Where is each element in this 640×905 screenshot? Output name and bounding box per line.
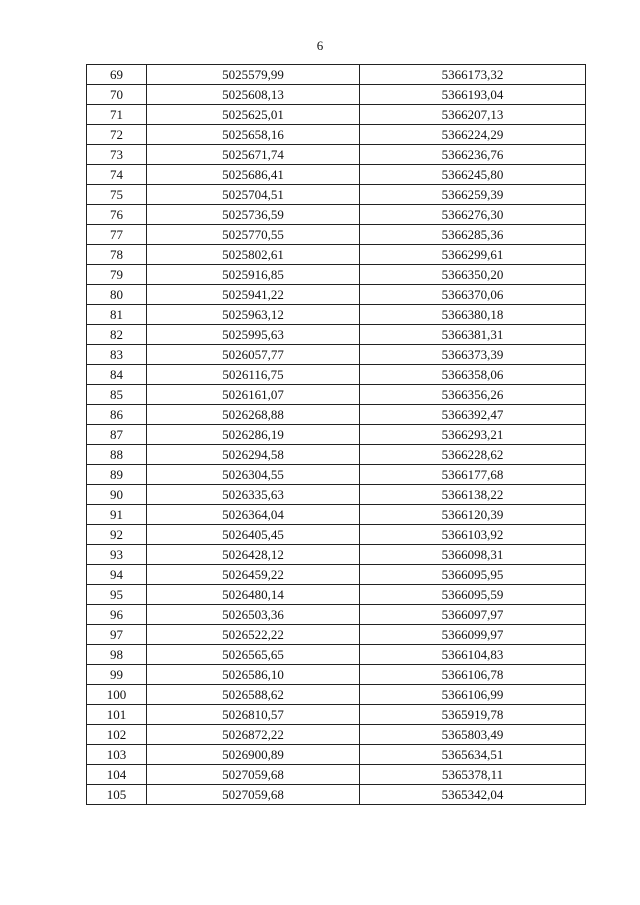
x-coordinate-cell: 5026503,36: [147, 605, 360, 625]
x-coordinate-cell: 5026565,65: [147, 645, 360, 665]
x-coordinate-cell: 5026459,22: [147, 565, 360, 585]
y-coordinate-cell: 5366381,31: [360, 325, 586, 345]
table-row: [87, 545, 586, 565]
coordinates-table: [86, 64, 586, 805]
y-coordinate-cell: 5366106,78: [360, 665, 586, 685]
point-number-cell: 89: [87, 465, 147, 485]
point-number-cell: 81: [87, 305, 147, 325]
point-number-cell: 101: [87, 705, 147, 725]
coordinates-table-body: [87, 65, 586, 805]
x-coordinate-cell: 5025579,99: [147, 65, 360, 85]
table-row: [87, 425, 586, 445]
table-row: [87, 745, 586, 765]
x-coordinate-cell: 5026294,58: [147, 445, 360, 465]
point-number-cell: 103: [87, 745, 147, 765]
y-coordinate-cell: 5366138,22: [360, 485, 586, 505]
y-coordinate-cell: 5365803,49: [360, 725, 586, 745]
x-coordinate-cell: 5026586,10: [147, 665, 360, 685]
x-coordinate-cell: 5026900,89: [147, 745, 360, 765]
point-number-cell: 98: [87, 645, 147, 665]
table-row: [87, 485, 586, 505]
point-number-cell: 69: [87, 65, 147, 85]
table-row: [87, 525, 586, 545]
table-row: [87, 285, 586, 305]
table-row: [87, 705, 586, 725]
y-coordinate-cell: 5366259,39: [360, 185, 586, 205]
table-row: [87, 165, 586, 185]
table-row: [87, 125, 586, 145]
x-coordinate-cell: 5025658,16: [147, 125, 360, 145]
y-coordinate-cell: 5366245,80: [360, 165, 586, 185]
y-coordinate-cell: 5366228,62: [360, 445, 586, 465]
table-row: [87, 565, 586, 585]
table-row: [87, 185, 586, 205]
x-coordinate-cell: 5026480,14: [147, 585, 360, 605]
table-row: [87, 465, 586, 485]
y-coordinate-cell: 5366120,39: [360, 505, 586, 525]
table-row: [87, 265, 586, 285]
table-row: [87, 205, 586, 225]
table-row: [87, 445, 586, 465]
y-coordinate-cell: 5366106,99: [360, 685, 586, 705]
y-coordinate-cell: 5366177,68: [360, 465, 586, 485]
x-coordinate-cell: 5026810,57: [147, 705, 360, 725]
table-row: [87, 85, 586, 105]
y-coordinate-cell: 5366193,04: [360, 85, 586, 105]
table-row: [87, 65, 586, 85]
table-row: [87, 365, 586, 385]
x-coordinate-cell: 5026872,22: [147, 725, 360, 745]
x-coordinate-cell: 5025704,51: [147, 185, 360, 205]
table-row: [87, 585, 586, 605]
x-coordinate-cell: 5026304,55: [147, 465, 360, 485]
point-number-cell: 87: [87, 425, 147, 445]
point-number-cell: 105: [87, 785, 147, 805]
table-row: [87, 145, 586, 165]
table-row: [87, 725, 586, 745]
point-number-cell: 91: [87, 505, 147, 525]
y-coordinate-cell: 5365342,04: [360, 785, 586, 805]
x-coordinate-cell: 5025608,13: [147, 85, 360, 105]
y-coordinate-cell: 5366370,06: [360, 285, 586, 305]
point-number-cell: 74: [87, 165, 147, 185]
point-number-cell: 72: [87, 125, 147, 145]
x-coordinate-cell: 5026428,12: [147, 545, 360, 565]
point-number-cell: 73: [87, 145, 147, 165]
table-row: [87, 325, 586, 345]
y-coordinate-cell: 5366356,26: [360, 385, 586, 405]
x-coordinate-cell: 5025963,12: [147, 305, 360, 325]
x-coordinate-cell: 5027059,68: [147, 765, 360, 785]
y-coordinate-cell: 5366299,61: [360, 245, 586, 265]
point-number-cell: 100: [87, 685, 147, 705]
y-coordinate-cell: 5365378,11: [360, 765, 586, 785]
y-coordinate-cell: 5366358,06: [360, 365, 586, 385]
table-row: [87, 625, 586, 645]
table-row: [87, 505, 586, 525]
x-coordinate-cell: 5025802,61: [147, 245, 360, 265]
point-number-cell: 84: [87, 365, 147, 385]
table-row: [87, 385, 586, 405]
point-number-cell: 80: [87, 285, 147, 305]
point-number-cell: 79: [87, 265, 147, 285]
x-coordinate-cell: 5026268,88: [147, 405, 360, 425]
y-coordinate-cell: 5366095,59: [360, 585, 586, 605]
point-number-cell: 95: [87, 585, 147, 605]
point-number-cell: 82: [87, 325, 147, 345]
point-number-cell: 102: [87, 725, 147, 745]
x-coordinate-cell: 5026405,45: [147, 525, 360, 545]
y-coordinate-cell: 5366099,97: [360, 625, 586, 645]
point-number-cell: 85: [87, 385, 147, 405]
point-number-cell: 93: [87, 545, 147, 565]
x-coordinate-cell: 5027059,68: [147, 785, 360, 805]
y-coordinate-cell: 5366104,83: [360, 645, 586, 665]
y-coordinate-cell: 5366350,20: [360, 265, 586, 285]
y-coordinate-cell: 5366103,92: [360, 525, 586, 545]
point-number-cell: 70: [87, 85, 147, 105]
x-coordinate-cell: 5026588,62: [147, 685, 360, 705]
y-coordinate-cell: 5366236,76: [360, 145, 586, 165]
x-coordinate-cell: 5025686,41: [147, 165, 360, 185]
table-row: [87, 785, 586, 805]
point-number-cell: 78: [87, 245, 147, 265]
y-coordinate-cell: 5366173,32: [360, 65, 586, 85]
point-number-cell: 76: [87, 205, 147, 225]
point-number-cell: 99: [87, 665, 147, 685]
table-row: [87, 645, 586, 665]
y-coordinate-cell: 5365634,51: [360, 745, 586, 765]
point-number-cell: 92: [87, 525, 147, 545]
point-number-cell: 77: [87, 225, 147, 245]
x-coordinate-cell: 5026335,63: [147, 485, 360, 505]
table-row: [87, 225, 586, 245]
point-number-cell: 90: [87, 485, 147, 505]
y-coordinate-cell: 5366373,39: [360, 345, 586, 365]
y-coordinate-cell: 5366207,13: [360, 105, 586, 125]
table-row: [87, 105, 586, 125]
x-coordinate-cell: 5025671,74: [147, 145, 360, 165]
table-row: [87, 345, 586, 365]
x-coordinate-cell: 5026286,19: [147, 425, 360, 445]
page-number: 6: [316, 38, 324, 53]
table-row: [87, 665, 586, 685]
x-coordinate-cell: 5026057,77: [147, 345, 360, 365]
table-row: [87, 605, 586, 625]
table-row: [87, 305, 586, 325]
table-row: [87, 685, 586, 705]
x-coordinate-cell: 5025916,85: [147, 265, 360, 285]
point-number-cell: 88: [87, 445, 147, 465]
x-coordinate-cell: 5025941,22: [147, 285, 360, 305]
x-coordinate-cell: 5025770,55: [147, 225, 360, 245]
point-number-cell: 94: [87, 565, 147, 585]
table-row: [87, 765, 586, 785]
point-number-cell: 71: [87, 105, 147, 125]
point-number-cell: 75: [87, 185, 147, 205]
y-coordinate-cell: 5366098,31: [360, 545, 586, 565]
x-coordinate-cell: 5026116,75: [147, 365, 360, 385]
x-coordinate-cell: 5026364,04: [147, 505, 360, 525]
x-coordinate-cell: 5025736,59: [147, 205, 360, 225]
table-row: [87, 405, 586, 425]
y-coordinate-cell: 5366380,18: [360, 305, 586, 325]
x-coordinate-cell: 5025995,63: [147, 325, 360, 345]
x-coordinate-cell: 5026161,07: [147, 385, 360, 405]
y-coordinate-cell: 5366392,47: [360, 405, 586, 425]
y-coordinate-cell: 5366224,29: [360, 125, 586, 145]
table-row: [87, 245, 586, 265]
y-coordinate-cell: 5366293,21: [360, 425, 586, 445]
x-coordinate-cell: 5026522,22: [147, 625, 360, 645]
y-coordinate-cell: 5366097,97: [360, 605, 586, 625]
y-coordinate-cell: 5366095,95: [360, 565, 586, 585]
point-number-cell: 83: [87, 345, 147, 365]
point-number-cell: 104: [87, 765, 147, 785]
point-number-cell: 97: [87, 625, 147, 645]
y-coordinate-cell: 5365919,78: [360, 705, 586, 725]
y-coordinate-cell: 5366285,36: [360, 225, 586, 245]
x-coordinate-cell: 5025625,01: [147, 105, 360, 125]
point-number-cell: 96: [87, 605, 147, 625]
point-number-cell: 86: [87, 405, 147, 425]
y-coordinate-cell: 5366276,30: [360, 205, 586, 225]
